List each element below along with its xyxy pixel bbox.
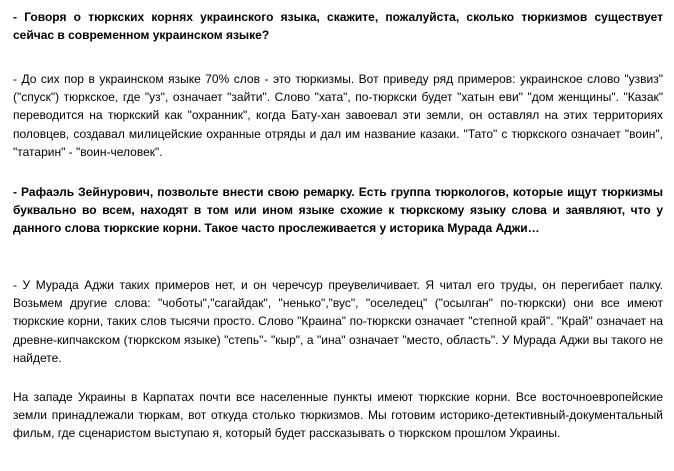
- interview-answer-3: На западе Украины в Карпатах почти все населенные пункты имеют тюркские корни. Все восточноевропейские земли принадлежали тюркам, вот откуда столько тюркизмов. Мы готовим историко-детективный-документальный фильм, где сценаристом выступаю я, который будет рассказывать о тюркском прошлом Украины.: [13, 390, 663, 441]
- interview-answer-1: - До сих пор в украинском языке 70% слов - это тюркизмы. Вот приведу ряд примеров: украинское слово "узвиз" ("спуск") тюркское, где "уз", означает "зайти". Слово "хата", по-тюркски будет "хатын еви" "дом женщины". "Казак" переводится на тюркский как "охранник", когда Бату-хан завоевал эти земли, он оставлял на этих территориях половцев, создавал милицейские охранные отряды и дал им название казаки. "Тато" с тюркского означает "воин", "татарин" - "воин-человек".: [13, 72, 663, 159]
- interview-question-2: - Рафаэль Зейнурович, позвольте внести свою ремарку. Есть группа тюркологов, которые ищут тюркизмы буквально во всем, находят в том или ином языке схожие к тюркскому языку слова и заявляют, что у данного слова тюркские корни. Такое часто прослеживается у историка Мурада Аджи…: [13, 185, 663, 236]
- interview-question-1: - Говоря о тюркских корнях украинского языка, скажите, пожалуйста, сколько тюркизмов существует сейчас в современном украинском языке?: [13, 10, 663, 43]
- interview-answer-2: - У Мурада Аджи таких примеров нет, и он черечсур преувеличивает. Я читал его труды, он перегибает палку. Возьмем другие слова: "чоботы","сагайдак", "ненько","вус", "оселедец" ("осылган" по-тюркски) они все имеют тюркские корни, таких слов тысячи просто. Слово "Краина" по-тюркски означает "степной край". "Край" означает на древне-кипчакском (тюркском языке) "степь"- "кыр", а "ина" означает "место, область". У Мурада Аджи вы такого не найдете.: [13, 278, 663, 365]
